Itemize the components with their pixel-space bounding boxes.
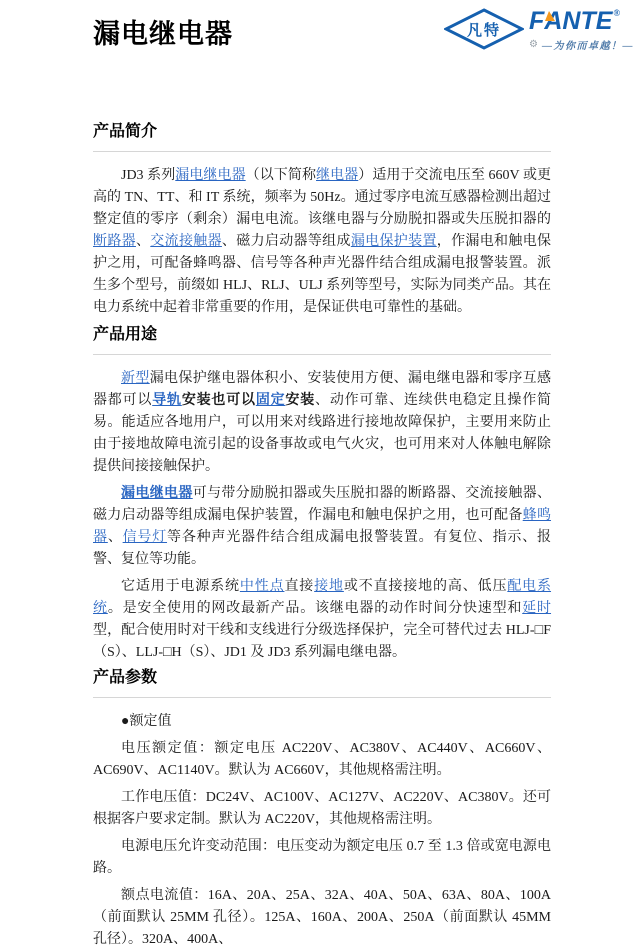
paragraph bbox=[93, 787, 551, 831]
text-segment: 漏电保护继电器体积小、安装使用方便、漏电继电器和零序互感器都可以 bbox=[93, 371, 552, 408]
inline-link[interactable]: 新型 bbox=[121, 371, 150, 386]
text-segment: 或不直接接地的高、低压 bbox=[343, 579, 508, 594]
inline-link[interactable]: 漏电保护装置 bbox=[350, 234, 437, 249]
text-segment: 、动作可靠、连续供电稳定且操作简易。能适应各地用户，可以用来对线路进行接地故障保护，主要用来防止由于接地故障电流引起的设备事故或电气火灾，也可用来对人体触电解除提供间接接触保护。 bbox=[93, 393, 552, 474]
section-divider bbox=[93, 697, 551, 698]
text-segment: 直接 bbox=[284, 579, 315, 594]
inline-link[interactable]: 固定 bbox=[255, 393, 286, 408]
text-segment: ，作漏电和触电保护之用，可配备蜂鸣器、信号等各种声光器件结合组成漏电报警装置。派生多个型号，前缀如 HLJ、RLJ、ULJ 系列等型号，实际为同类产品。其在电力系统中起着非常重要的作用，是保证供电可靠性的基础。 bbox=[93, 234, 552, 315]
paragraph bbox=[93, 483, 551, 571]
text-segment: 电压额定值：额定电压 AC220V、AC380V、AC440V、AC660V、AC690V、AC1140V。默认为 AC660V，其他规格需注明。 bbox=[93, 741, 551, 778]
section-body bbox=[93, 711, 551, 951]
brand-logo bbox=[444, 8, 634, 52]
logo-a-accent bbox=[545, 11, 555, 21]
paragraph bbox=[93, 165, 551, 319]
inline-link[interactable]: 中性点 bbox=[239, 579, 285, 594]
inline-link[interactable]: 继电器 bbox=[316, 168, 359, 183]
inline-link[interactable]: 信号灯 bbox=[122, 530, 168, 545]
inline-link[interactable]: 交流接触器 bbox=[150, 234, 222, 249]
inline-link[interactable]: 接地 bbox=[314, 579, 344, 594]
paragraph bbox=[93, 368, 551, 478]
paragraph bbox=[93, 836, 551, 880]
logo-letter: E bbox=[595, 7, 613, 35]
inline-link[interactable]: 漏电继电器 bbox=[175, 168, 246, 183]
text-segment: 型，配合使用时对干线和支线进行分级选择保护，完全可替代过去 HLJ-□F（S）、LLJ-□H（S）、JD1 及 JD3 系列漏电继电器。 bbox=[93, 623, 551, 660]
text-segment: （以下简称 bbox=[245, 168, 317, 183]
logo-row bbox=[444, 8, 634, 52]
logo-diamond bbox=[444, 8, 524, 50]
text-segment: 、 bbox=[107, 530, 123, 545]
text-segment: 可与带分励脱扣器或失压脱扣器的断路器、交流接触器、磁力启动器等组成漏电保护装置，作漏电和触电保护之用，也可配备 bbox=[93, 486, 552, 523]
text-segment: ）适用于交流电压至 660V 或更高的 TN、TT、和 IT 系统，频率为 50Hz。通过零序电流互感器检测出超过整定值的零序（剩余）漏电电流。该继电器与分励脱扣器或失压脱扣器的 bbox=[93, 168, 552, 227]
text-segment: 安装也可以 bbox=[181, 393, 256, 408]
logo-slogan: —为你而卓越！— bbox=[542, 41, 634, 52]
text-segment: 、磁力启动器等组成 bbox=[221, 234, 351, 249]
document-section bbox=[93, 325, 551, 664]
section-body bbox=[93, 368, 551, 664]
gear-icon: ⚙ bbox=[529, 38, 538, 50]
section-heading: 产品参数 bbox=[93, 669, 158, 686]
section-divider bbox=[93, 354, 551, 355]
paragraph bbox=[93, 711, 551, 733]
text-segment: 工作电压值：DC24V、AC100V、AC127V、AC220V、AC380V。还可根据客户要求定制。默认为 AC220V，其他规格需注明。 bbox=[93, 790, 551, 827]
logo-wordmark-line bbox=[529, 8, 634, 35]
section-heading: 产品简介 bbox=[93, 123, 158, 140]
logo-wordmark-column bbox=[529, 8, 634, 52]
logo-letter: A bbox=[544, 7, 563, 35]
paragraph bbox=[93, 738, 551, 782]
section-divider bbox=[93, 151, 551, 152]
page-title: 漏电继电器 bbox=[93, 19, 233, 49]
text-segment: 安装 bbox=[285, 393, 316, 408]
paragraph bbox=[93, 885, 551, 951]
inline-link[interactable]: 导轨 bbox=[152, 393, 182, 408]
section-body bbox=[93, 165, 551, 319]
text-segment: 、 bbox=[135, 234, 151, 249]
sections bbox=[0, 122, 644, 951]
section-heading: 产品用途 bbox=[93, 326, 158, 343]
inline-link[interactable]: 延时 bbox=[522, 601, 552, 616]
logo-wordmark-letters bbox=[529, 8, 612, 35]
text-segment: 它适用于电源系统 bbox=[121, 579, 240, 594]
text-segment: ●额定值 bbox=[121, 714, 172, 729]
logo-diamond-text: 凡特 bbox=[467, 21, 502, 39]
text-segment: JD3 系列 bbox=[121, 168, 176, 183]
inline-link[interactable]: 断路器 bbox=[93, 234, 136, 249]
registered-mark: ® bbox=[613, 8, 621, 18]
logo-letter: N bbox=[562, 7, 581, 35]
text-segment: 。是安全使用的网改最新产品。该继电器的动作时间分快速型和 bbox=[107, 601, 523, 616]
paragraph bbox=[93, 576, 551, 664]
text-segment: 等各种声光器件结合组成漏电报警装置。有复位、指示、报警、复位等功能。 bbox=[93, 530, 552, 567]
logo-letter: F bbox=[529, 7, 545, 35]
inline-link[interactable]: 配电系统 bbox=[93, 579, 552, 616]
inline-link[interactable]: 漏电继电器 bbox=[121, 486, 193, 501]
text-segment: 电源电压允许变动范围：电压变动为额定电压 0.7 至 1.3 倍或宽电源电路。 bbox=[93, 839, 551, 876]
document-section bbox=[93, 668, 551, 951]
inline-link[interactable]: 蜂鸣器 bbox=[93, 508, 552, 545]
text-segment: 额点电流值：16A、20A、25A、32A、40A、50A、63A、80A、100A（前面默认 25MM 孔径）。125A、160A、200A、250A（前面默认 45MM 孔径）。320A、400A、 bbox=[93, 888, 551, 947]
document-header bbox=[0, 0, 644, 76]
logo-letter: T bbox=[580, 7, 596, 35]
logo-slogan-line bbox=[529, 37, 634, 52]
document-section bbox=[93, 122, 551, 319]
